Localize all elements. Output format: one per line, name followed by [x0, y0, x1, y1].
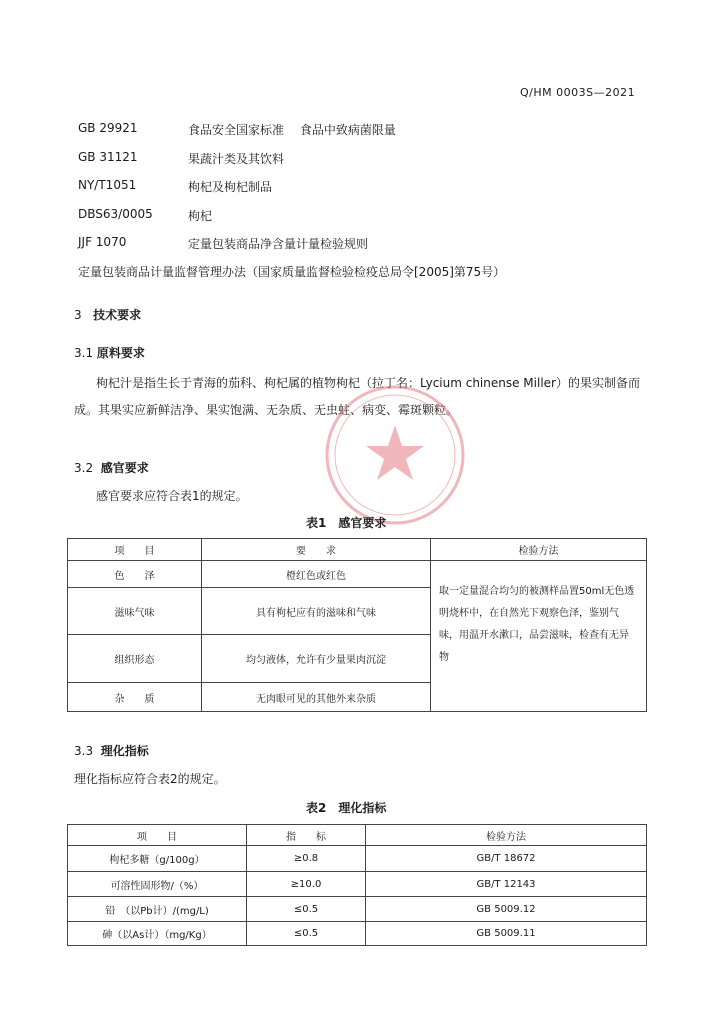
- section-3-3-heading: [74, 742, 149, 759]
- section-number: 3.1: [74, 346, 94, 360]
- section-3-2-heading: [74, 459, 149, 476]
- table-header-cell: 指 标: [247, 825, 366, 846]
- section-title: 感官要求: [100, 461, 149, 475]
- table-cell: 可溶性固形物/（%）: [68, 872, 247, 897]
- reference-code: DBS63/0005: [78, 207, 153, 221]
- section-3-2-body: 感官要求应符合表1的规定。: [96, 489, 248, 503]
- reference-code: NY/T1051: [78, 178, 137, 192]
- table-header-cell: 项 目: [68, 825, 247, 846]
- table-cell: 色 泽: [68, 561, 202, 588]
- table-header-row: [68, 825, 647, 846]
- table2-caption: 表2 理化指标: [306, 801, 387, 815]
- table-header-cell: 项 目: [68, 539, 202, 561]
- table-cell: 组织形态: [68, 635, 202, 683]
- table-header-cell: 检验方法: [366, 825, 647, 846]
- section-number: 3.2: [74, 461, 94, 475]
- table-header-cell: 检验方法: [431, 539, 647, 561]
- table-row: [68, 846, 647, 872]
- table-cell: 杂 质: [68, 683, 202, 712]
- table-cell: 枸杞多糖（g/100g）: [68, 846, 247, 872]
- reference-title: 枸杞及枸杞制品: [188, 180, 273, 194]
- table-row: [68, 897, 647, 922]
- reference-title: 枸杞: [188, 209, 213, 223]
- section-title: 理化指标: [100, 744, 149, 758]
- table-cell: 橙红色或红色: [202, 561, 431, 588]
- section-title: 原料要求: [96, 346, 145, 360]
- reference-title: 食品安全国家标准 食品中致病菌限量: [188, 123, 396, 137]
- section-title: 技术要求: [93, 308, 142, 322]
- physicochemical-table: [67, 824, 647, 946]
- table-cell: 铅 （以Pb计）/(mg/L): [68, 897, 247, 922]
- table-cell: 均匀液体，允许有少量果肉沉淀: [202, 635, 431, 683]
- table-cell: 具有枸杞应有的滋味和气味: [202, 588, 431, 635]
- table-cell: GB 5009.12: [366, 897, 647, 922]
- table-cell: 无肉眼可见的其他外来杂质: [202, 683, 431, 712]
- table-row: [68, 872, 647, 897]
- table-row: [68, 922, 647, 946]
- reference-code: GB 29921: [78, 121, 138, 135]
- reference-code: JJF 1070: [78, 235, 127, 249]
- sensory-table: [67, 538, 647, 712]
- table-cell: 滋味气味: [68, 588, 202, 635]
- table-cell: ≤0.5: [247, 897, 366, 922]
- table-cell: 砷（以As计）（mg/Kg）: [68, 922, 247, 946]
- table-cell: ≥10.0: [247, 872, 366, 897]
- document-id: Q/HM 0003S—2021: [520, 86, 636, 99]
- table-cell: GB 5009.11: [366, 922, 647, 946]
- section-number: 3: [74, 308, 82, 322]
- section-3-heading: [74, 306, 141, 323]
- table-cell: ≥0.8: [247, 846, 366, 872]
- table-cell: ≤0.5: [247, 922, 366, 946]
- table1-caption: 表1 感官要求: [306, 516, 387, 530]
- regulation-line: 定量包装商品计量监督管理办法（国家质量监督检验检疫总局令[2005]第75号）: [78, 265, 506, 279]
- table-header-row: [68, 539, 647, 561]
- reference-code: GB 31121: [78, 150, 138, 164]
- section-3-3-body: 理化指标应符合表2的规定。: [74, 772, 226, 786]
- table-row: [68, 561, 647, 588]
- table-header-cell: 要 求: [202, 539, 431, 561]
- table-cell: GB/T 12143: [366, 872, 647, 897]
- section-3-1-heading: [74, 344, 145, 361]
- section-3-1-body: 枸杞汁是指生长于青海的茄科、枸杞属的植物枸杞（拉丁名：Lycium chinense Miller）的果实制备而成。其果实应新鲜洁净、果实饱满、无杂质、无虫蛀、病变、霉斑颗粒。: [74, 376, 640, 417]
- reference-title: 果蔬汁类及其饮料: [188, 152, 285, 166]
- table-cell: GB/T 18672: [366, 846, 647, 872]
- reference-title: 定量包装商品净含量计量检验规则: [188, 237, 369, 251]
- section-number: 3.3: [74, 744, 94, 758]
- table-cell-method: 取一定量混合均匀的被测样品置50ml无色透明烧杯中，在自然光下观察色泽，鉴别气味，用温开水漱口，品尝滋味，检查有无异物: [431, 561, 647, 712]
